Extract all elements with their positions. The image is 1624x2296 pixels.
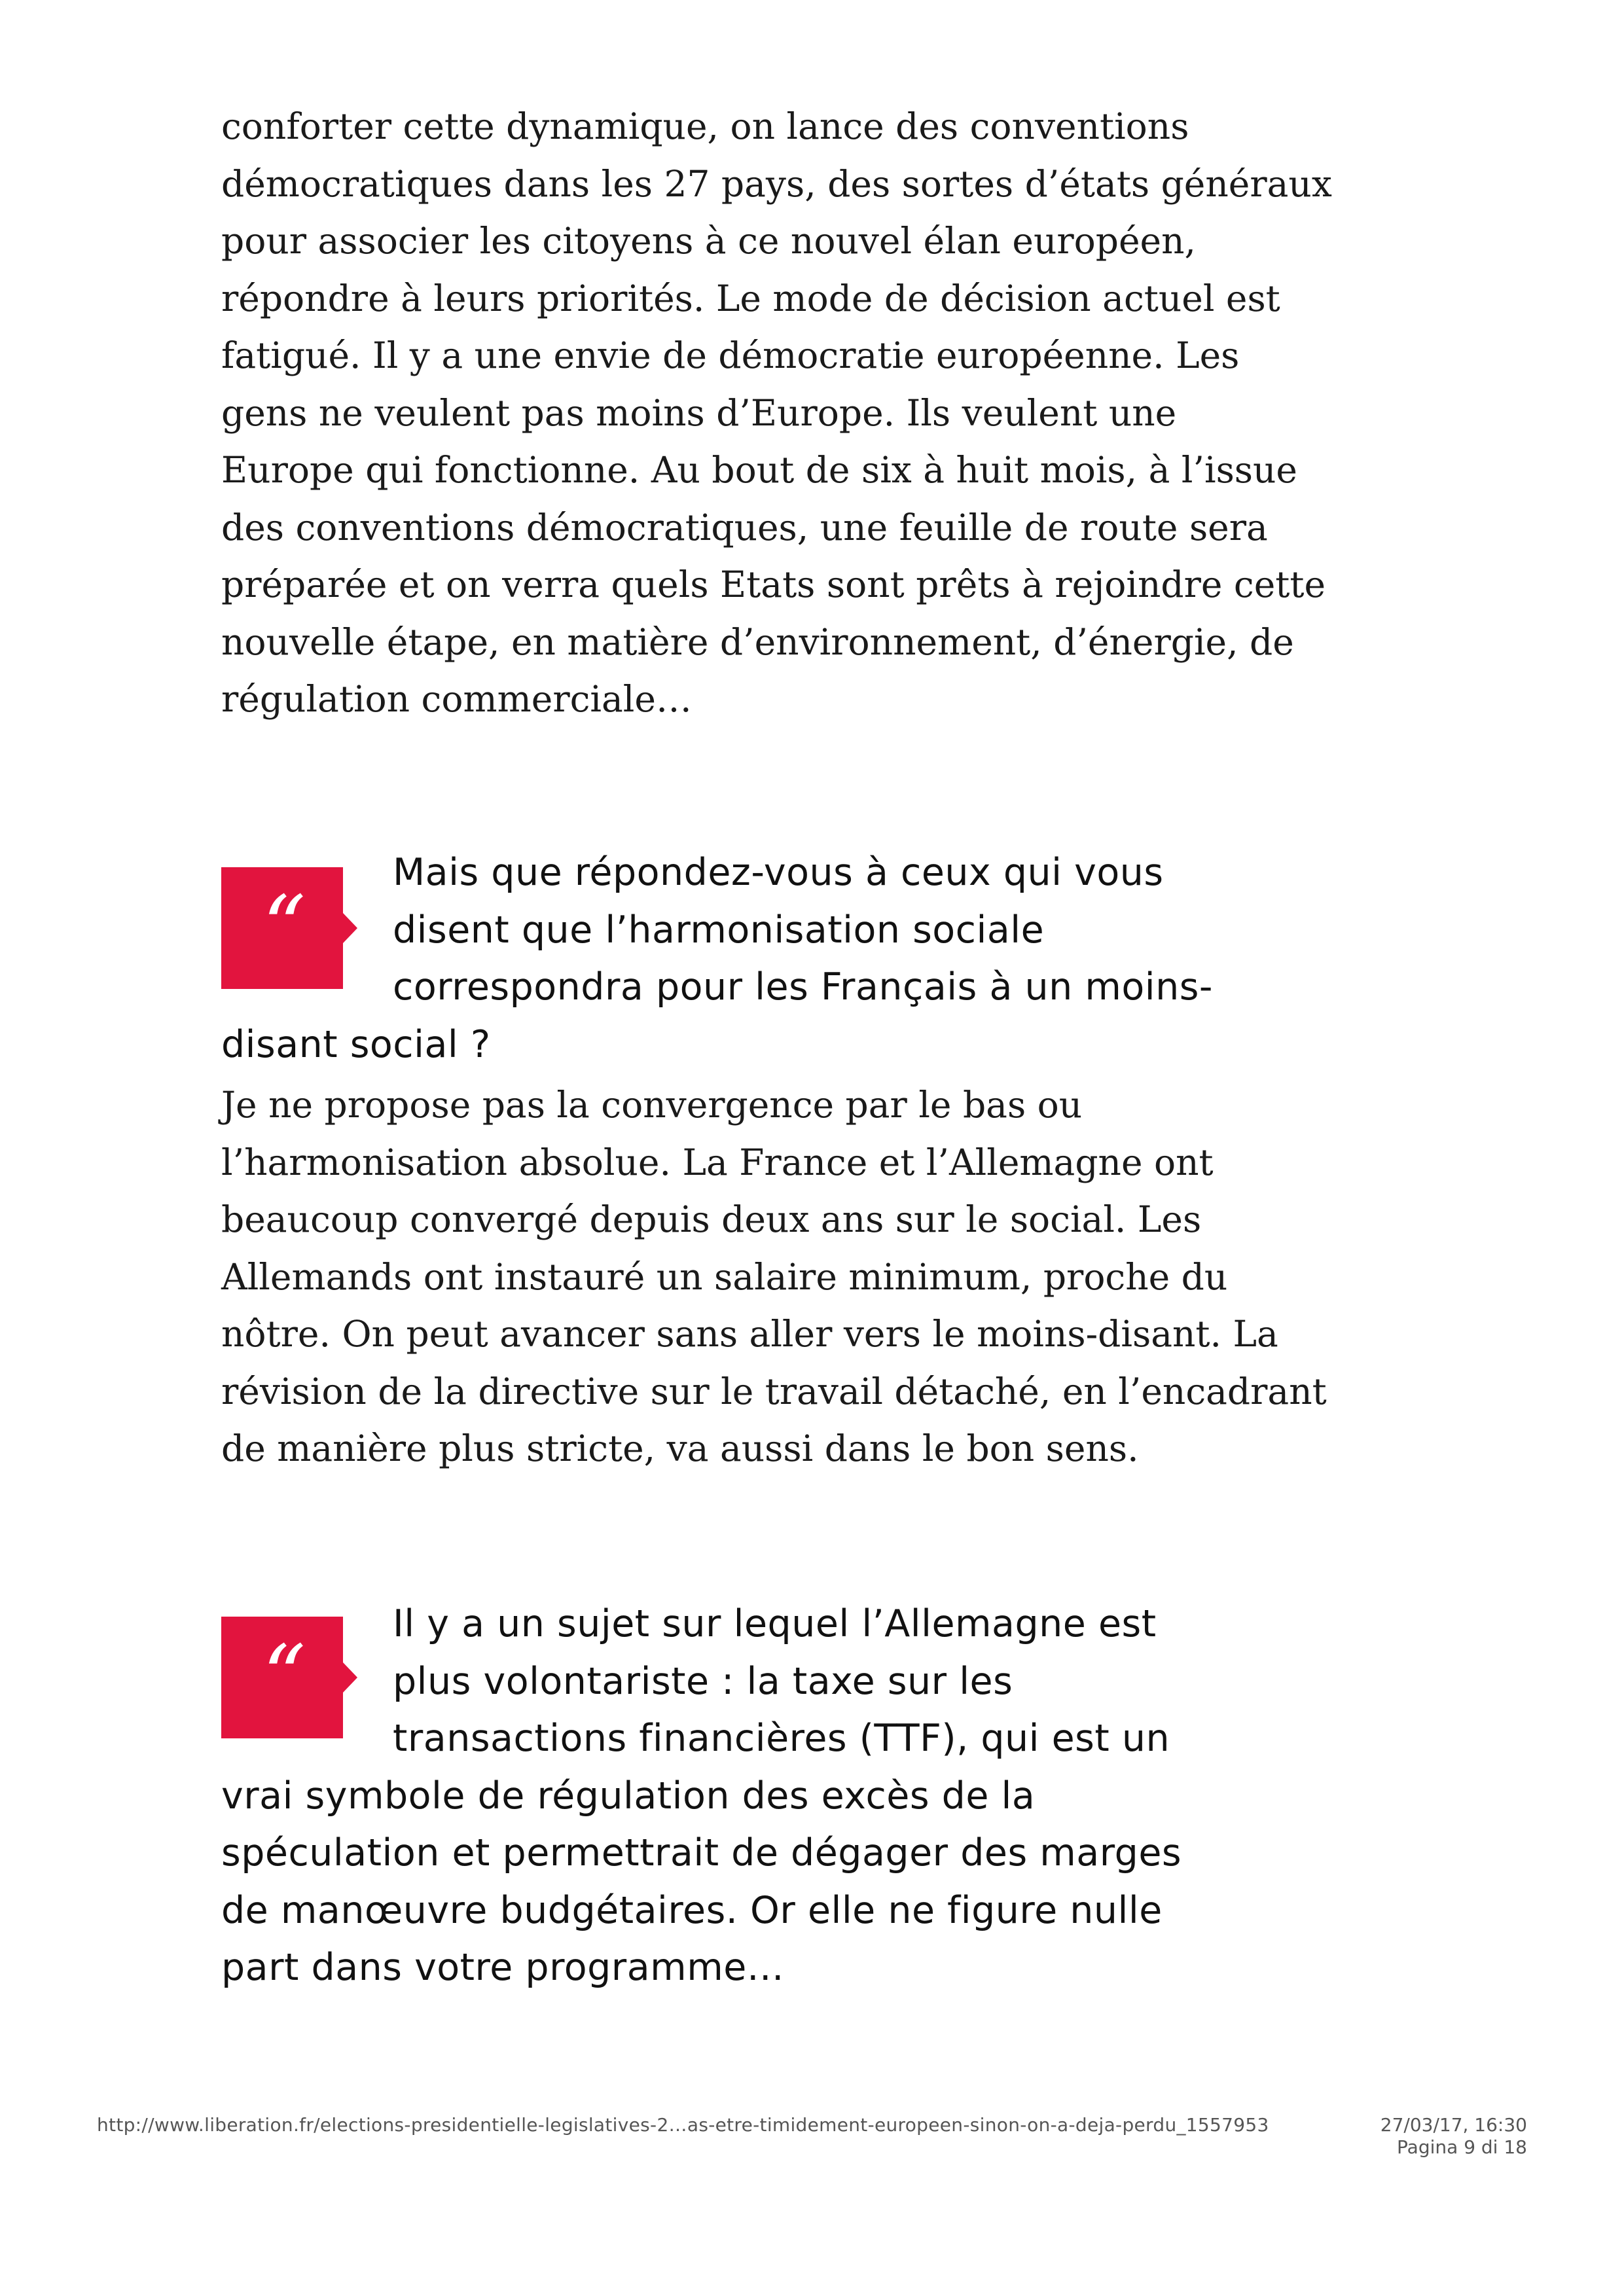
text-line: fatigué. Il y a une envie de démocratie européenne. Les [221, 334, 1240, 376]
question-line: Mais que répondez-vous à ceux qui vous [393, 851, 1164, 894]
text-line: démocratiques dans les 27 pays, des sortes d’états généraux [221, 162, 1332, 205]
quote-mark-icon: “ [262, 1626, 302, 1726]
text-line: de manière plus stricte, va aussi dans le bon sens. [221, 1427, 1139, 1469]
interview-question-2 [221, 1596, 1269, 1997]
footer-source-url[interactable]: http://www.liberation.fr/elections-presidentielle-legislatives-2…as-etre-timidement-europeen-sinon-on-a-deja-perdu_1557953 [97, 2114, 1269, 2136]
text-line: Allemands ont instauré un salaire minimum, proche du [221, 1255, 1228, 1298]
paragraph-intro [221, 98, 1332, 728]
interview-question-1 [221, 844, 1269, 1073]
question-line: plus volontariste : la taxe sur les [393, 1659, 1013, 1703]
question-line: disent que l’harmonisation sociale [393, 908, 1045, 952]
text-line: l’harmonisation absolue. La France et l’Allemagne ont [221, 1141, 1214, 1183]
question-line: spéculation et permettrait de dégager des marges [221, 1831, 1182, 1874]
footer-page-number: Pagina 9 di 18 [1397, 2136, 1527, 2158]
text-line: préparée et on verra quels Etats sont prêts à rejoindre cette [221, 564, 1326, 605]
text-line: Europe qui fonctionne. Au bout de six à huit mois, à l’issue [221, 449, 1297, 491]
text-line: nôtre. On peut avancer sans aller vers le moins-disant. La [221, 1313, 1278, 1355]
text-line: régulation commerciale… [221, 678, 692, 720]
question-line: vrai symbole de régulation des excès de la [221, 1774, 1036, 1818]
question-line: part dans votre programme… [221, 1946, 785, 1989]
text-line: gens ne veulent pas moins d’Europe. Ils veulent une [221, 391, 1177, 434]
text-line: beaucoup convergé depuis deux ans sur le social. Les [221, 1198, 1202, 1240]
text-line: révision de la directive sur le travail détaché, en l’encadrant [221, 1370, 1327, 1412]
text-line: pour associer les citoyens à ce nouvel élan européen, [221, 220, 1196, 262]
text-line: répondre à leurs priorités. Le mode de décision actuel est [221, 277, 1280, 319]
text-line: nouvelle étape, en matière d’environnement, d’énergie, de [221, 620, 1294, 663]
question-line: transactions financières (TTF), qui est un [393, 1717, 1170, 1760]
question-line: disant social ? [221, 1022, 491, 1066]
text-line: Je ne propose pas la convergence par le bas ou [221, 1084, 1083, 1126]
text-line: des conventions démocratiques, une feuille de route sera [221, 506, 1268, 548]
footer-datetime: 27/03/17, 16:30 [1380, 2114, 1527, 2136]
question-line: correspondra pour les Français à un moins- [393, 965, 1213, 1009]
footer-meta [1331, 2114, 1527, 2159]
question-line: Il y a un sujet sur lequel l’Allemagne est [393, 1602, 1157, 1645]
interview-answer-1 [221, 1077, 1327, 1478]
text-line: conforter cette dynamique, on lance des conventions [221, 105, 1189, 147]
quote-mark-icon: “ [262, 877, 302, 977]
question-line: de manœuvre budgétaires. Or elle ne figure nulle [221, 1888, 1163, 1932]
